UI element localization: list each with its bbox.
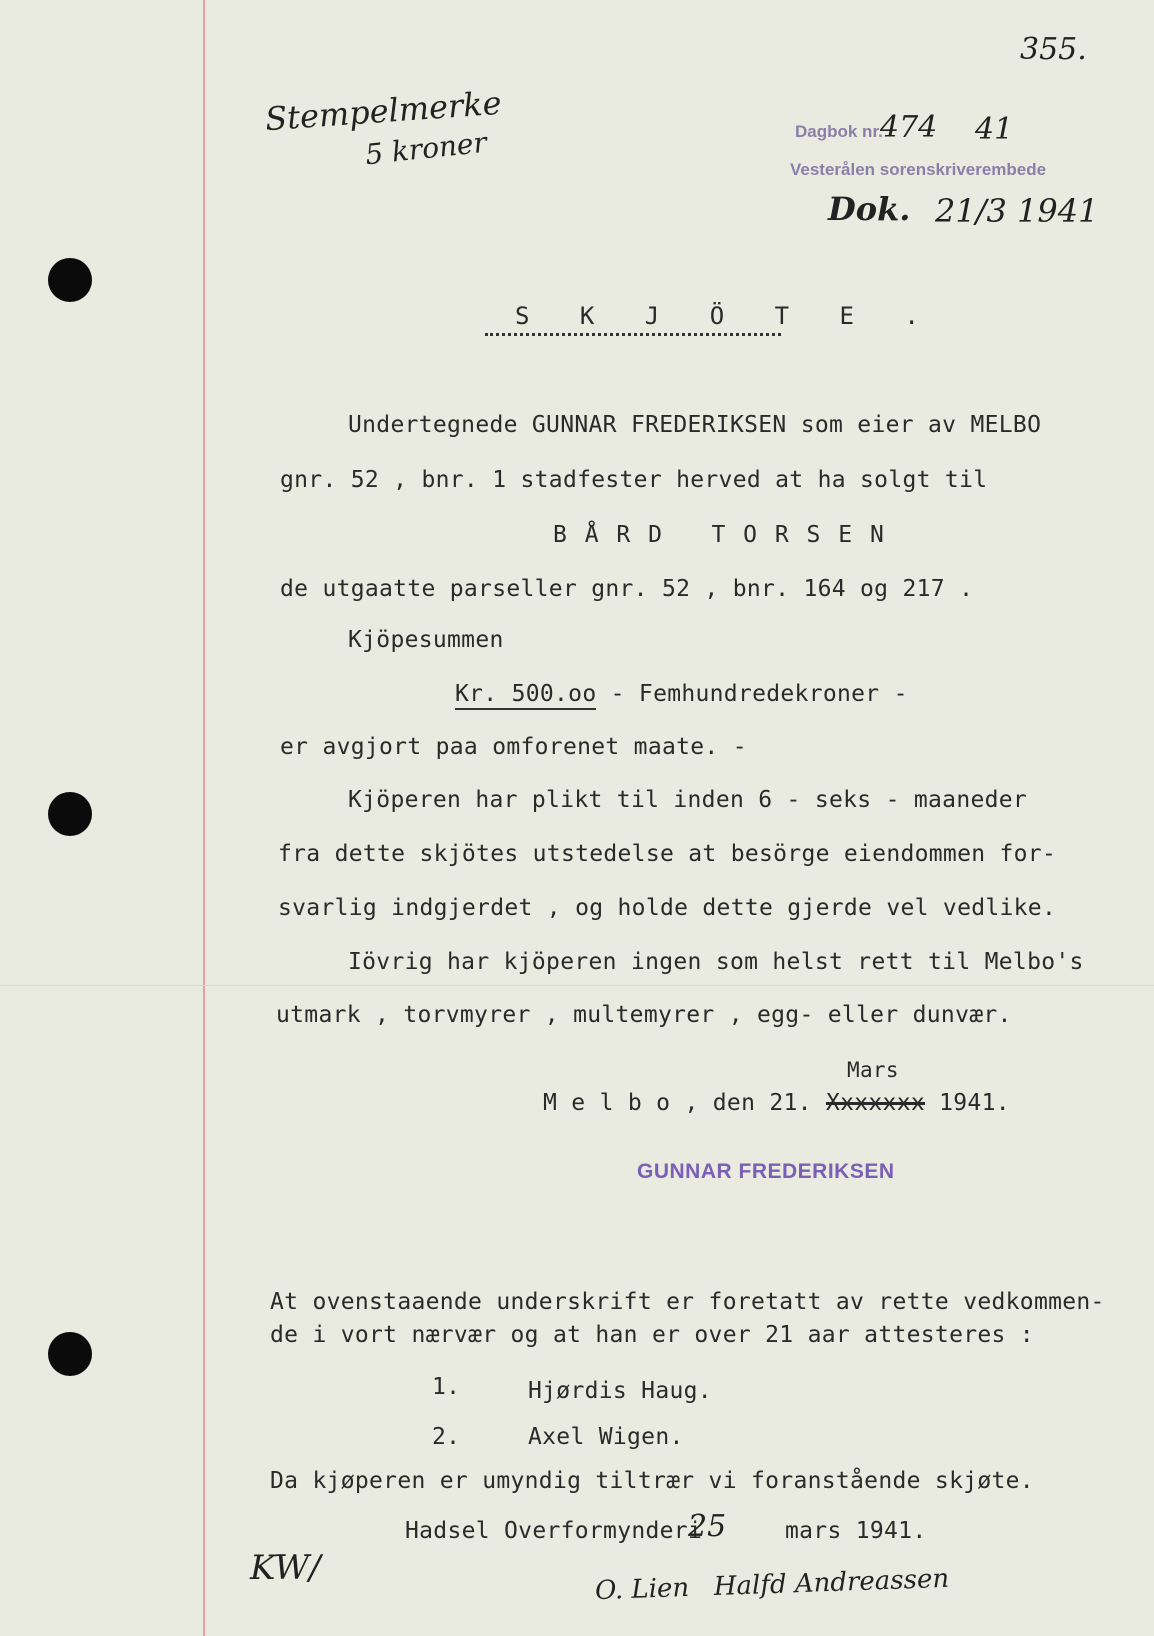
body-line: Iövrig har kjöperen ingen som helst rett til Melbo's — [348, 949, 1084, 975]
body-line: Kjöpesummen — [348, 627, 504, 653]
punch-hole — [48, 1332, 92, 1376]
fold-line — [0, 985, 1154, 986]
guardian-place: Hadsel Overformynderi — [405, 1518, 703, 1544]
body-line: de utgaatte parseller gnr. 52 , bnr. 164 og 217 . — [280, 576, 974, 602]
registry-date-prefix: Dok. — [828, 190, 911, 228]
stamp-duty-amount: 5 kroner — [363, 125, 489, 172]
witness-number: 1. — [432, 1374, 461, 1400]
body-line: utmark , torvmyrer , multemyrer , egg- eller dunvær. — [276, 1002, 1012, 1028]
attestation-line: At ovenstaaende underskrift er foretatt av rette vedkommen- — [270, 1289, 1105, 1315]
body-line: svarlig indgjerdet , og holde dette gjerde vel vedlike. — [278, 895, 1057, 921]
punch-hole — [48, 792, 92, 836]
date-year: 1941. — [924, 1090, 1010, 1116]
inserted-month: Mars — [847, 1058, 899, 1082]
guardian-date: mars 1941. — [785, 1518, 927, 1544]
stamp-duty-note: Stempelmerke — [263, 83, 503, 139]
registry-year: 41 — [975, 112, 1014, 147]
body-line: gnr. 52 , bnr. 1 stadfester herved at ha solgt til — [280, 467, 988, 493]
witness-name: Hjørdis Haug. — [528, 1378, 712, 1404]
body-line: er avgjort paa omforenet maate. - — [280, 734, 747, 760]
page-number: 355. — [1020, 32, 1087, 67]
struck-month: Xxxxxxx — [825, 1090, 925, 1116]
witness-number: 2. — [432, 1424, 461, 1450]
registry-date: 21/3 1941 — [935, 192, 1099, 230]
body-line: Kjöperen har plikt til inden 6 - seks - maaneder — [348, 787, 1028, 813]
amount-value: Kr. 500.oo — [455, 681, 596, 710]
body-line: Undertegnede GUNNAR FREDERIKSEN som eier av MELBO — [348, 412, 1042, 438]
registry-office: Vesterålen sorenskriverembede — [790, 160, 1047, 179]
attestation-line: de i vort nærvær og at han er over 21 aar attesteres : — [270, 1322, 1034, 1348]
handwritten-initials: KW/ — [250, 1548, 321, 1588]
guardian-signatures: O. Lien Halfd Andreassen — [594, 1563, 950, 1607]
guardian-day: 25 — [688, 1509, 727, 1544]
body-line: fra dette skjötes utstedelse at besörge eiendommen for- — [278, 841, 1057, 867]
seller-signature-stamp: GUNNAR FREDERIKSEN — [637, 1160, 895, 1183]
place-date-line — [543, 1090, 1010, 1116]
buyer-name: B Å R D T O R S E N — [553, 522, 886, 548]
date-mid: , den 21. — [670, 1090, 826, 1116]
guardian-consent: Da kjøperen er umyndig tiltrær vi foranstående skjøte. — [270, 1468, 1034, 1494]
punch-hole — [48, 258, 92, 302]
amount-line — [455, 681, 908, 707]
registry-number: 474 — [880, 110, 938, 145]
place: M e l b o — [543, 1090, 671, 1116]
amount-words: - Femhundredekroner - — [596, 681, 908, 707]
document-title: S K J Ö T E . — [515, 302, 937, 330]
margin-rule — [203, 0, 205, 1636]
witness-name: Axel Wigen. — [528, 1424, 684, 1450]
registry-stamp-label: Dagbok nr. — [795, 122, 883, 141]
title-underline — [485, 333, 781, 336]
